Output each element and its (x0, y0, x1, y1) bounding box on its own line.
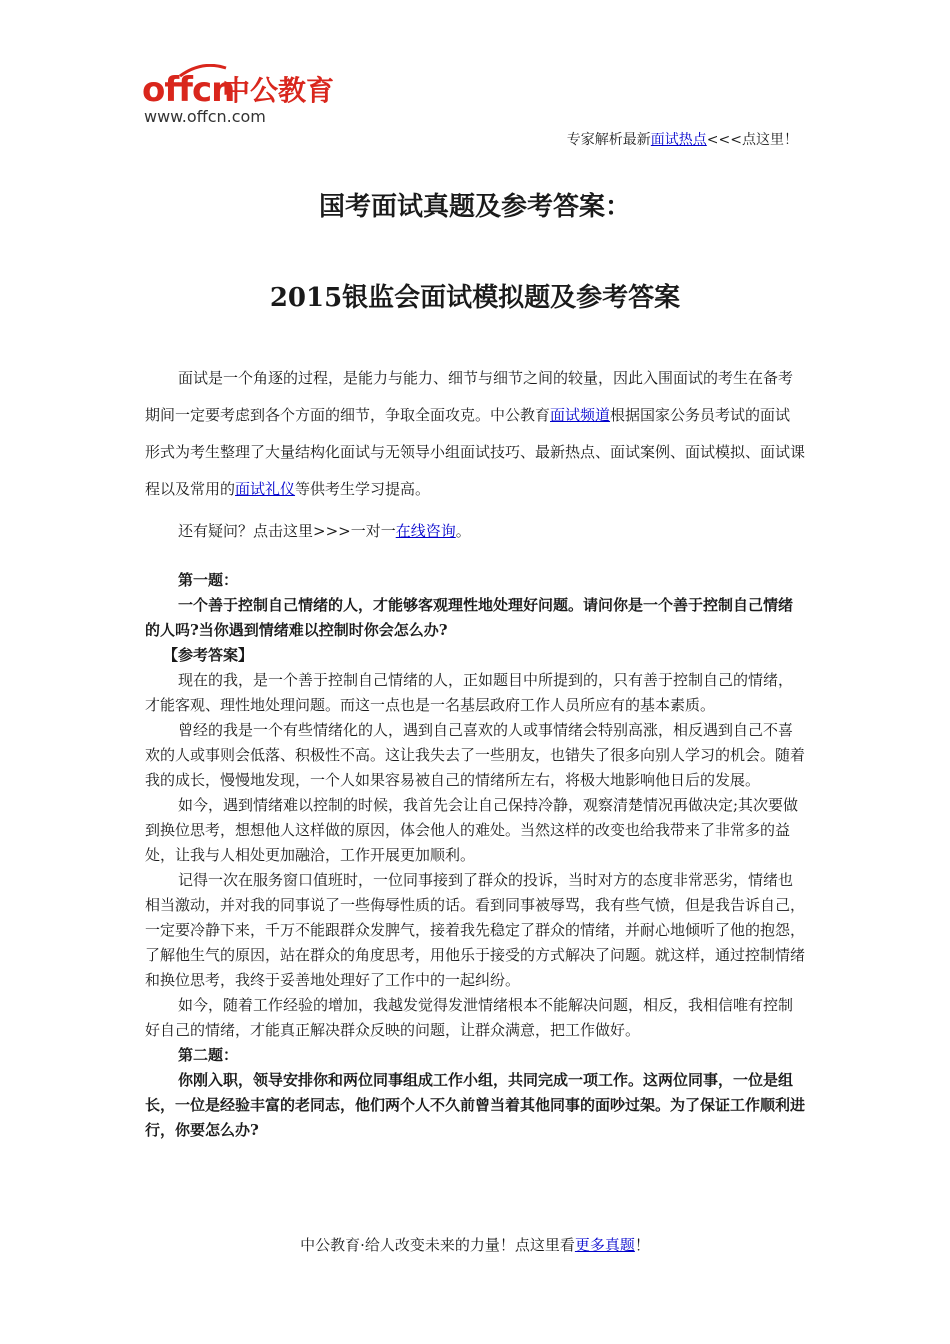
note-suffix: <<<点这里！ (706, 132, 798, 148)
intro-text-a: 面试是一个角逐的过程，是能力与能力、细节与细节之间的较量，因此入围面试的考生在备考期间一定要考虑到各个方面的细节，争取全面攻克。中公教育 (145, 369, 794, 424)
page-title: 国考面试真题及参考答案： (318, 192, 631, 222)
q2-label: 第二题： (178, 1046, 239, 1064)
q1-answer-paragraph: 如今，遇到情绪难以控制的时候，我首先会让自己保持冷静，观察清楚情况再做决定;其次要做到换位思考，想想他人这样做的原因，体会他人的难处。当然这样的改变也给我带来了非常多的益处，让我与人相处更加融洽，工作开展更加顺利。 (145, 796, 799, 864)
intro-paragraph (145, 360, 805, 508)
interview-channel-link[interactable]: 面试频道 (550, 406, 611, 424)
logo-url: www.offcn.com (144, 107, 266, 126)
hot-topics-link[interactable]: 面试热点 (650, 132, 707, 148)
consult-suffix: 。 (455, 522, 471, 540)
q1-label: 第一题： (178, 571, 239, 589)
note-prefix: 专家解析最新 (566, 132, 651, 148)
page-subtitle: 2015银监会面试模拟题及参考答案 (269, 283, 681, 313)
more-questions-link[interactable]: 更多真题 (574, 1236, 635, 1254)
q1-answer-paragraph: 如今，随着工作经验的增加，我越发觉得发泄情绪根本不能解决问题，相反，我相信唯有控制好自己的情绪，才能真正解决群众反映的问题，让群众满意，把工作做好。 (145, 996, 794, 1039)
page-footer (0, 1234, 950, 1256)
interview-etiquette-link[interactable]: 面试礼仪 (235, 480, 296, 498)
hot-topics-note (567, 130, 798, 150)
q1-answer-paragraph: 记得一次在服务窗口值班时，一位同事接到了群众的投诉，当时对方的态度非常恶劣，情绪也相当激动，并对我的同事说了一些侮辱性质的话。看到同事被辱骂，我有些气愤，但是我告诉自己，一定要冷静下来，千万不能跟群众发脾气，接着我先稳定了群众的情绪，并耐心地倾听了他的抱怨，了解他生气的原因，站在群众的角度思考，用他乐于接受的方式解决了问题。就这样，通过控制情绪和换位思考，我终于妥善地处理好了工作中的一起纠纷。 (145, 871, 806, 989)
footer-prefix: 中公教育·给人改变未来的力量！点这里看 (300, 1236, 575, 1254)
q1-answer-paragraph: 曾经的我是一个有些情绪化的人，遇到自己喜欢的人或事情绪会特别高涨，相反遇到自己不喜欢的人或事则会低落、积极性不高。这让我失去了一些朋友，也错失了很多向别人学习的机会。随着我的成长，慢慢地发现，一个人如果容易被自己的情绪所左右，将极大地影响他日后的发展。 (145, 721, 806, 789)
logo-chinese: 中公教育 (222, 74, 335, 107)
online-consult-link[interactable]: 在线咨询 (395, 522, 456, 540)
consult-line (145, 516, 805, 546)
q1-answer-paragraph: 现在的我，是一个善于控制自己情绪的人，正如题目中所提到的，只有善于控制自己的情绪，才能客观、理性地处理问题。而这一点也是一名基层政府工作人员所应有的基本素质。 (145, 671, 794, 714)
q1-answer-label: 【参考答案】 (163, 646, 254, 664)
q1-question: 一个善于控制自己情绪的人，才能够客观理性地处理好问题。请问你是一个善于控制自己情绪的人吗?当你遇到情绪难以控制时你会怎么办? (145, 596, 794, 639)
logo-mark: offcn (142, 70, 235, 110)
intro-section (145, 360, 805, 508)
questions-section (145, 568, 805, 1143)
offcn-logo[interactable] (142, 64, 362, 130)
footer-suffix: ！ (634, 1236, 650, 1254)
intro-text-c: 等供考生学习提高。 (295, 480, 431, 498)
consult-prefix: 还有疑问？点击这里>>>一对一 (178, 522, 396, 540)
intro-text-b: 根据国家公务员考试的面试形式为考生整理了大量结构化面试与无领导小组面试技巧、最新热点、面试案例、面试模拟、面试课程以及常用的 (145, 406, 806, 498)
q2-question: 你刚入职，领导安排你和两位同事组成工作小组，共同完成一项工作。这两位同事，一位是组长，一位是经验丰富的老同志，他们两个人不久前曾当着其他同事的面吵过架。为了保证工作顺利进行，你要怎么办? (145, 1071, 806, 1139)
